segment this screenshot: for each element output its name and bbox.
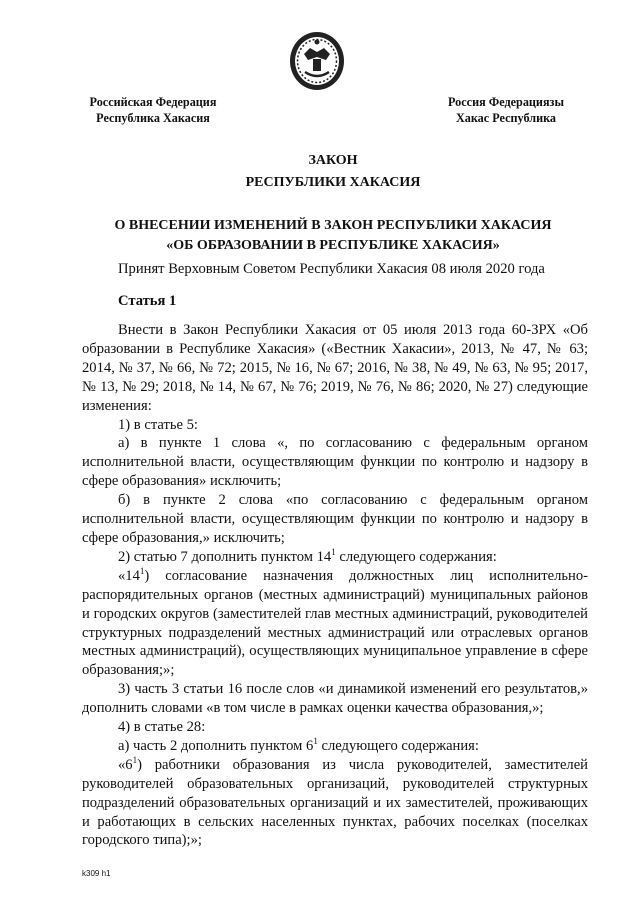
header-left-line1: Российская Федерация [89,95,217,109]
paragraph: 3) часть 3 статьи 16 после слов «и динамикой изменений его результатов,» дополнить словами «в том числе в рамках оценки качества образования,»; [82,681,588,717]
republic-emblem [288,30,346,92]
paragraph [82,737,588,756]
text: «14 [118,567,140,584]
text: 2) статью 7 дополнить пунктом 14 [118,548,332,565]
header-right [436,94,576,126]
document-footer: k309 h1 [82,869,111,878]
subtitle-line1: О ВНЕСЕНИИ ИЗМЕНЕНИЙ В ЗАКОН РЕСПУБЛИКИ ХАКАСИЯ [114,218,552,233]
subtitle-line2: «ОБ ОБРАЗОВАНИИ В РЕСПУБЛИКЕ ХАКАСИЯ» [166,238,500,253]
adoption-line: Принят Верховным Советом Республики Хакасия 08 июля 2020 года [118,261,545,277]
paragraph: 4) в статье 28: [118,719,206,736]
text: а) часть 2 дополнить пунктом 6 [118,737,314,754]
paragraph: 1) в статье 5: [118,416,198,433]
paragraph: Внести в Закон Республики Хакасия от 05 июля 2013 года 60-ЗРХ «Об образовании в Республике Хакасия» («Вестник Хакасии», 2013, № 47, № 63; 2014, № 37, № 66, № 72; 2015, № 16, № 67; 2016, № 38, № 49, № 63, № 95; 2017, № 13, № 29; 2018, № 14, № 67, № 76; 2019, № 76, № 86; 2020, № 27) следующие изменения: [82,322,588,414]
paragraph [82,756,588,851]
text: ) работники образования из числа руководителей, заместителей руководителей образовательных организаций, руководителей структурных подразделений образовательных организаций и их заместителей, проживающих и работающих в сельских населенных пунктах, рабочих поселках (поселках городского типа);»; [82,756,588,849]
title-line1: ЗАКОН [308,153,358,168]
header-left [82,94,224,126]
header-right-line1: Россия Федерациязы [448,95,564,109]
superscript: 1 [132,754,138,765]
document-subtitle [80,216,586,256]
superscript: 1 [139,565,145,576]
title-line2: РЕСПУБЛИКИ ХАКАСИЯ [245,175,421,190]
superscript: 1 [313,736,318,747]
header-left-line2: Республика Хакасия [96,111,210,125]
article-body [82,321,588,850]
text: следующего содержания: [335,548,497,565]
text: ) согласование назначения должностных лиц исполнительно-распорядительных органов (местных администраций) муниципальных районов и городских округов (заместителей глав местных администраций, руководителей структурных подразделений местных администраций или отраслевых органов местных администраций), осуществляющих муниципальное управление в сфере образования;»; [82,567,588,679]
text: следующего содержания: [317,737,479,754]
superscript: 1 [331,547,336,558]
header-right-line2: Хакас Республика [455,111,557,125]
article-heading: Статья 1 [118,293,177,309]
paragraph [82,567,588,680]
text: «6 [118,756,133,773]
paragraph: а) в пункте 1 слова «, по согласованию с федеральным органом исполнительной власти, осуществляющим функции по контролю и надзору в сфере образования» исключить; [82,435,588,490]
paragraph: б) в пункте 2 слова «по согласованию с федеральным органом исполнительной власти, осуществляющим функции по контролю и надзору в сфере образования,» исключить; [82,492,588,546]
paragraph [82,548,588,567]
document-title [80,150,586,194]
